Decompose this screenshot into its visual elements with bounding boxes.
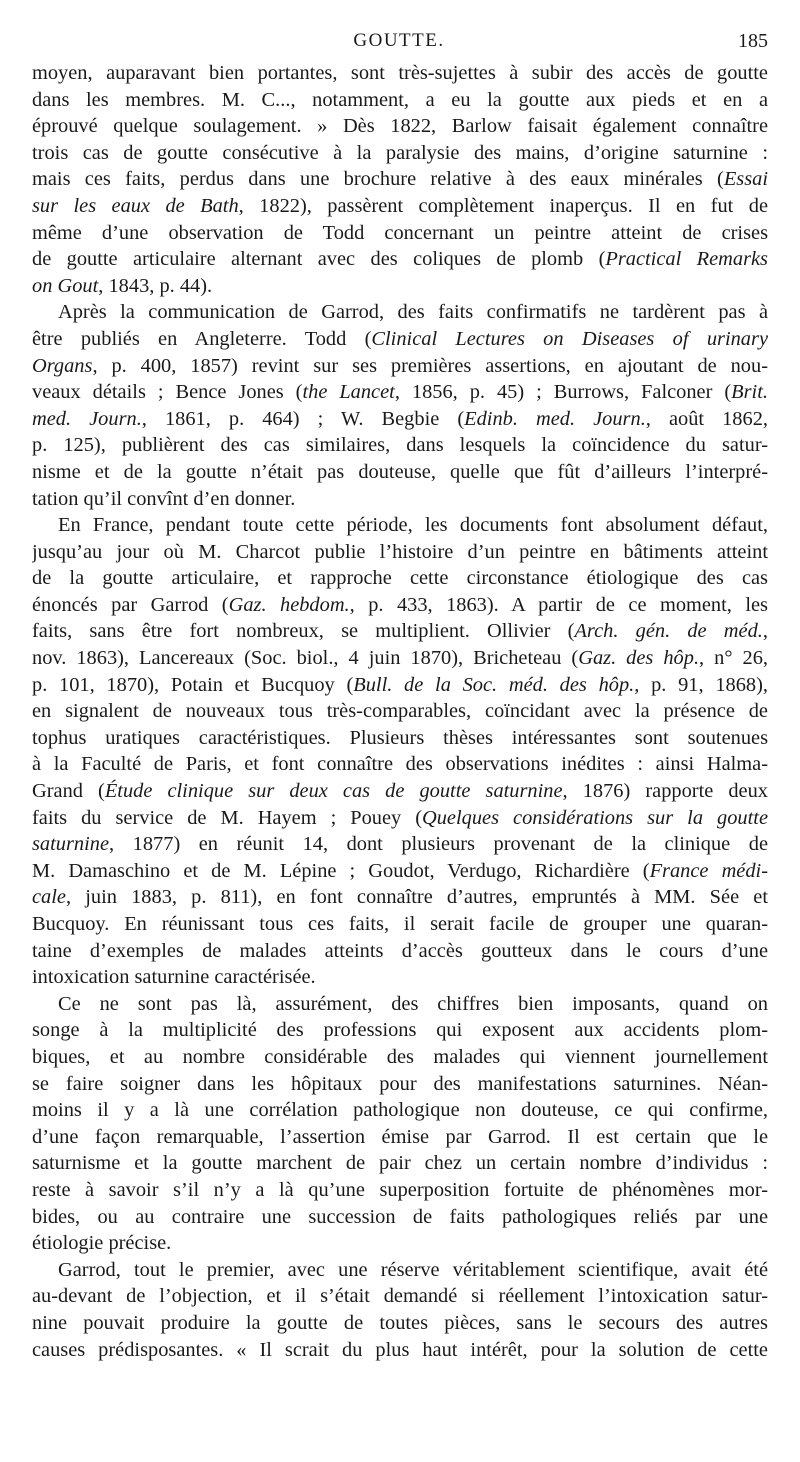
text-line [32, 1071, 768, 1098]
text-run: dans les membres. M. C..., notamment, a eu la goutte aux pieds et en a [32, 88, 768, 111]
text-line [32, 379, 768, 406]
text-line [32, 512, 768, 539]
text-line [32, 1204, 768, 1231]
italic-citation: on Gout [32, 274, 99, 297]
text-line [32, 1283, 768, 1310]
text-run: trois cas de goutte consécutive à la paralysie des mains, d’origine saturnine : [32, 141, 768, 164]
running-title: GOUTTE. [353, 30, 445, 51]
italic-citation: saturnine [32, 833, 110, 856]
text-run: Après la communication de Garrod, des faits confirmatifs ne tardèrent pas à [58, 301, 768, 324]
italic-citation: Gaz. des hôp. [578, 647, 700, 670]
text-line [32, 299, 768, 326]
text-line [32, 140, 768, 167]
text-line [32, 539, 768, 566]
text-run: intoxication saturnine caractérisée. [32, 966, 316, 989]
text-line [32, 778, 768, 805]
text-run: , n° 26, [699, 647, 768, 670]
text-run: taine d’exemples de malades atteints d’accès goutteux dans le cours d’une [32, 939, 768, 962]
text-run: , [762, 620, 768, 643]
italic-citation: Essai [723, 168, 768, 191]
text-run: , 1843, p. 44). [98, 274, 213, 297]
text-run: Ce ne sont pas là, assurément, des chiffres bien imposants, quand on [58, 992, 768, 1015]
text-line [32, 406, 768, 433]
text-line [32, 592, 768, 619]
text-run: se faire soigner dans les hôpitaux pour des manifestations saturnines. Néan- [32, 1072, 768, 1095]
text-run: Garrod, tout le premier, avec une réserve véritablement scientifique, avait été [58, 1258, 768, 1281]
text-line [32, 1310, 768, 1337]
paragraph [32, 991, 768, 1257]
text-line [32, 246, 768, 273]
text-line [32, 113, 768, 140]
text-run: mais ces faits, perdus dans une brochure relative à des eaux minérales ( [32, 168, 724, 191]
text-line [32, 486, 768, 513]
text-run: nisme et de la goutte n’était pas douteuse, quelle que fût d’ailleurs l’interpré- [32, 460, 768, 483]
text-line [32, 725, 768, 752]
text-run: être publiés en Angleterre. Todd ( [32, 327, 372, 350]
italic-citation: Clinical Lectures on Diseases of urinary [371, 327, 768, 350]
text-line [32, 805, 768, 832]
text-line [32, 1124, 768, 1151]
text-run: de goutte articulaire alternant avec des coliques de plomb ( [32, 248, 606, 271]
text-line [32, 1097, 768, 1124]
text-line [32, 1230, 768, 1257]
italic-citation: Gaz. hebdom. [228, 593, 350, 616]
text-line [32, 884, 768, 911]
paragraph [32, 299, 768, 512]
text-run: moins il y a là une corrélation pathologique non douteuse, ce qui confirme, [32, 1099, 768, 1122]
italic-citation: Practical Remarks [605, 248, 768, 271]
text-run: Bucquoy. En réunissant tous ces faits, il serait facile de grouper une quaran- [32, 913, 768, 935]
italic-citation: Bull. de la Soc. méd. des hôp. [353, 673, 635, 696]
text-run: , 1856, p. 45) ; Burrows, Falconer ( [394, 381, 732, 404]
text-run: , juin 1883, p. 811), en font connaître d’autres, empruntés à MM. Sée et [65, 886, 768, 909]
text-run: jusqu’au jour où M. Charcot publie l’histoire d’un peintre en bâtiments atteint [32, 540, 768, 563]
text-line [32, 618, 768, 645]
text-line [32, 964, 768, 991]
text-run: saturnisme et la goutte marchent de pair chez un certain nombre d’individus : [32, 1152, 768, 1175]
text-line [32, 645, 768, 672]
page-number: 185 [738, 30, 768, 52]
text-run: , août 1862, [645, 407, 768, 430]
text-line [32, 1017, 768, 1044]
text-line [32, 87, 768, 114]
text-line [32, 991, 768, 1018]
text-run: étiologie précise. [32, 1232, 172, 1255]
text-line [32, 220, 768, 247]
text-run: à la Faculté de Paris, et font connaître des observations inédites : ainsi Halma- [32, 753, 768, 776]
text-run: tation qu’il convînt d’en donner. [32, 487, 296, 510]
text-run: faits du service de M. Hayem ; Pouey ( [32, 806, 423, 829]
text-line [32, 459, 768, 486]
text-line [32, 911, 768, 938]
text-run: Grand ( [32, 780, 105, 803]
paragraph [32, 512, 768, 991]
text-line [32, 60, 768, 87]
body-text [32, 60, 768, 1363]
text-line [32, 326, 768, 353]
text-run: énoncés par Garrod ( [32, 593, 229, 616]
text-run: , p. 433, 1863). A partir de ce moment, les [349, 593, 768, 616]
text-run: , p. 91, 1868), [634, 673, 768, 696]
text-line [32, 1177, 768, 1204]
text-run: reste à savoir s’il n’y a là qu’une superposition fortuite de phénomènes mor- [32, 1178, 768, 1201]
text-run: éprouvé quelque soulagement. » Dès 1822, Barlow faisait également connaître [32, 115, 768, 138]
text-run: En France, pendant toute cette période, les documents font absolument défaut, [58, 514, 768, 537]
text-run: en signalent de nouveaux tous très-comparables, coïncidant avec la présence de [32, 700, 768, 723]
text-run: , p. 400, 1857) revint sur ses premières assertions, en ajoutant de nou- [92, 354, 768, 377]
text-line [32, 858, 768, 885]
text-run: tophus uratiques caractéristiques. Plusieurs thèses intéressantes sont soutenues [32, 726, 768, 749]
text-run: p. 125), publièrent des cas similaires, dans lesquels la coïncidence du satur- [32, 434, 768, 457]
text-run: de la goutte articulaire, et rapproche cette circonstance étiologique des cas [32, 567, 768, 590]
text-run: , 1822), passèrent complètement inaperçus. Il en fut de [238, 194, 768, 217]
text-run: songe à la multiplicité des professions qui exposent aux accidents plom- [32, 1019, 768, 1042]
italic-citation: Quelques considérations sur la goutte [422, 806, 768, 829]
text-line [32, 166, 768, 193]
text-run: veaux détails ; Bence Jones ( [32, 381, 303, 404]
text-run: , 1876) rapporte deux [562, 780, 768, 803]
italic-citation: Étude clinique sur deux cas de goutte saturnine [104, 780, 563, 803]
italic-citation: sur les eaux de Bath [32, 194, 239, 217]
text-run: faits, sans être fort nombreux, se multiplient. Ollivier ( [32, 620, 575, 643]
text-line [32, 193, 768, 220]
text-run: d’une façon remarquable, l’assertion émise par Garrod. Il est certain que le [32, 1125, 768, 1148]
italic-citation: France médi- [649, 859, 768, 882]
italic-citation: Organs [32, 354, 93, 377]
text-line [32, 273, 768, 300]
text-line [32, 1044, 768, 1071]
text-run: M. Damaschino et de M. Lépine ; Goudot, Verdugo, Richardière ( [32, 859, 650, 882]
text-run: moyen, auparavant bien portantes, sont très-sujettes à subir des accès de goutte [32, 62, 768, 84]
text-run: nov. 1863), Lancereaux (Soc. biol., 4 juin 1870), Bricheteau ( [32, 647, 579, 670]
text-line [32, 672, 768, 699]
italic-citation: med. Journ. [32, 407, 142, 430]
text-run: , 1877) en réunit 14, dont plusieurs provenant de la clinique de [109, 833, 768, 856]
text-line [32, 938, 768, 965]
text-line [32, 1337, 768, 1364]
italic-citation: cale [32, 886, 66, 909]
italic-citation: Edinb. med. Journ. [464, 407, 646, 430]
text-run: bides, ou au contraire une succession de faits pathologiques reliés par une [32, 1205, 768, 1228]
text-run: causes prédisposantes. « Il scrait du plus haut intérêt, pour la solution de cette [32, 1338, 768, 1361]
italic-citation: Brit. [731, 381, 768, 404]
paragraph [32, 1257, 768, 1363]
text-run: au-devant de l’objection, et il s’était demandé si réellement l’intoxication satur- [32, 1285, 768, 1308]
text-run: nine pouvait produire la goutte de toutes pièces, sans le secours des autres [32, 1311, 768, 1334]
text-line [32, 698, 768, 725]
paragraph [32, 60, 768, 299]
text-run: p. 101, 1870), Potain et Bucquoy ( [32, 673, 354, 696]
text-line [32, 1150, 768, 1177]
italic-citation: Arch. gén. de méd. [574, 620, 763, 643]
running-head [30, 30, 768, 54]
text-run: , 1861, p. 464) ; W. Begbie ( [141, 407, 465, 430]
text-line [32, 751, 768, 778]
italic-citation: the Lancet [302, 381, 395, 404]
text-run: biques, et au nombre considérable des malades qui viennent journellement [32, 1045, 768, 1068]
text-line [32, 353, 768, 380]
text-line [32, 432, 768, 459]
text-line [32, 1257, 768, 1284]
text-line [32, 565, 768, 592]
text-run: même d’une observation de Todd concernant un peintre atteint de crises [32, 221, 768, 244]
text-line [32, 831, 768, 858]
